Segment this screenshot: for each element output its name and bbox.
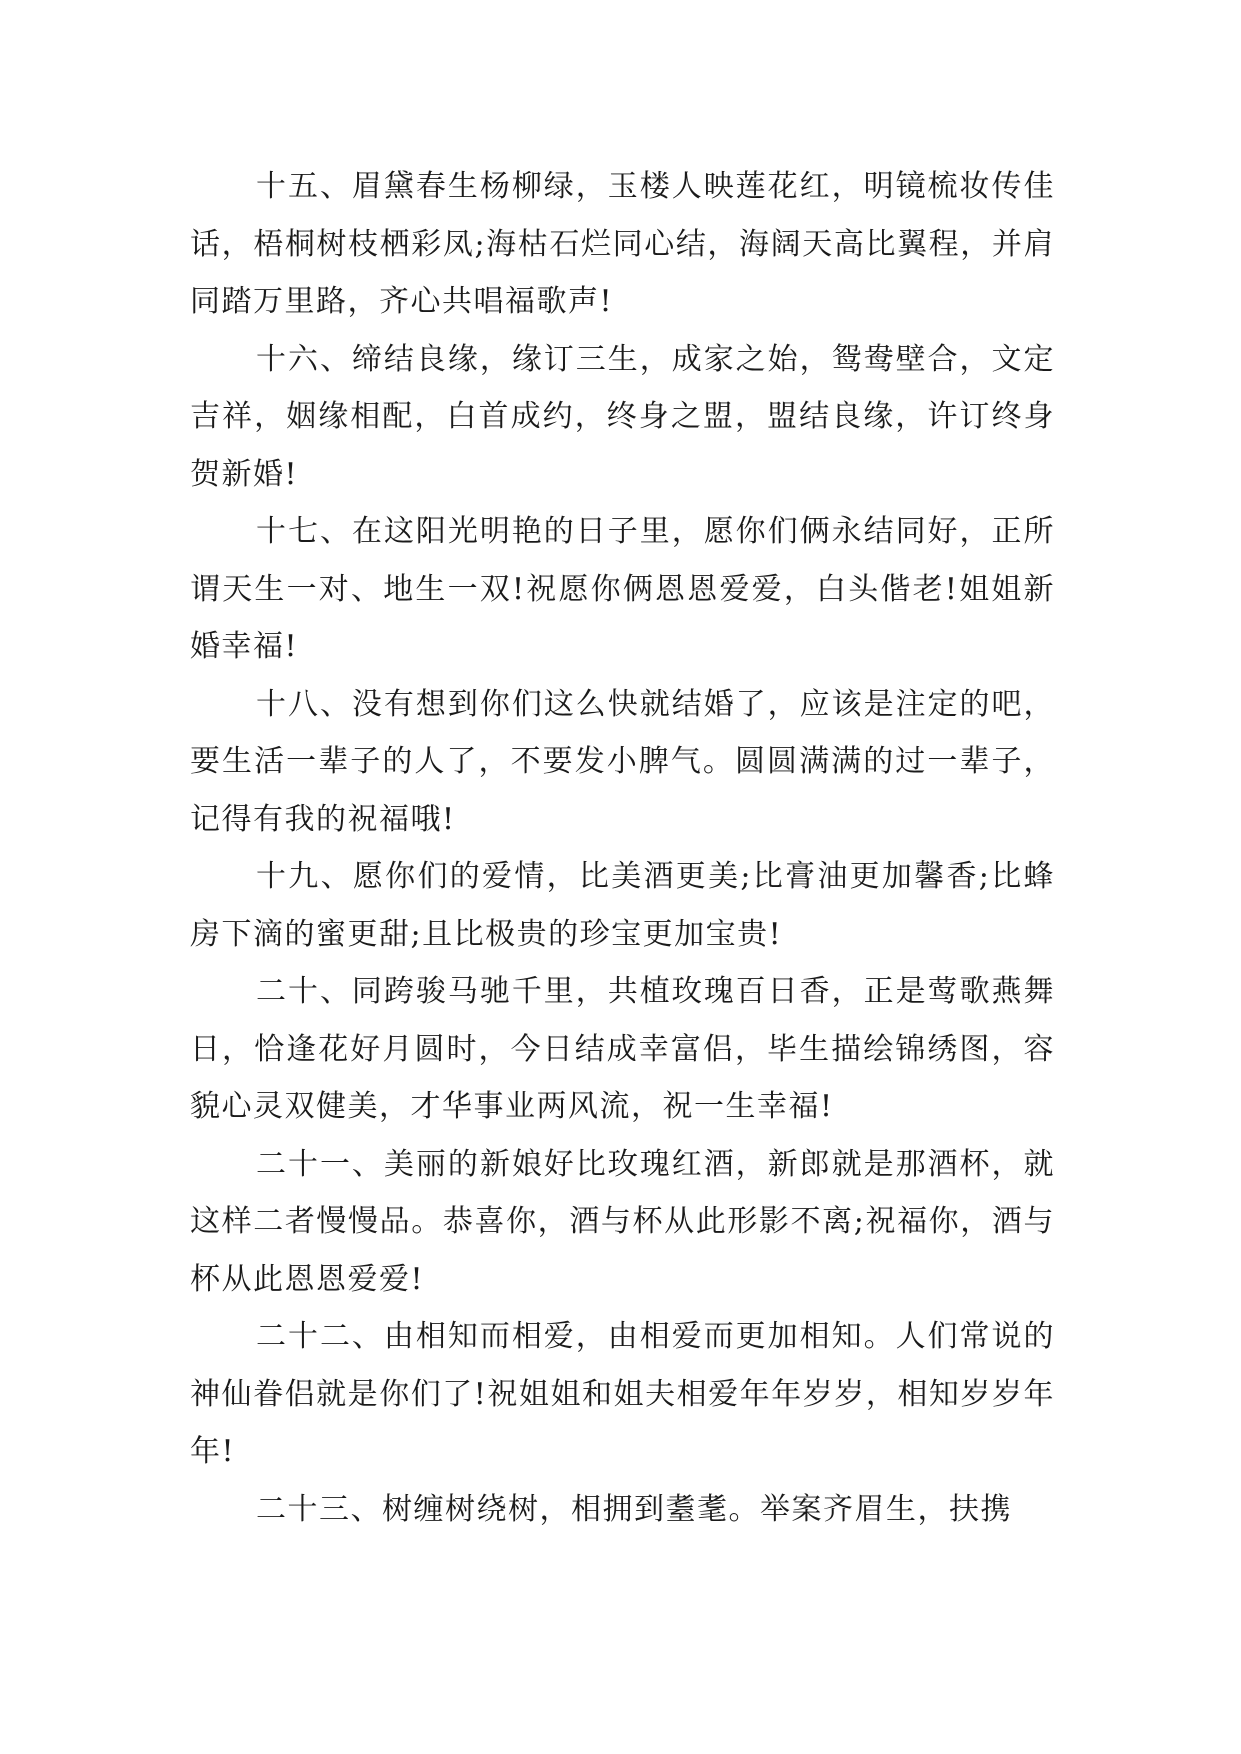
paragraph-16: 十六、缔结良缘，缘订三生，成家之始，鸳鸯壁合，文定吉祥，姻缘相配，白首成约，终身之盟，盟结良缘，许订终身贺新婚! xyxy=(190,341,1055,492)
paragraph-22: 二十二、由相知而相爱，由相爱而更加相知。人们常说的神仙眷侣就是你们了!祝姐姐和姐夫相爱年年岁岁，相知岁岁年年! xyxy=(190,1319,1055,1469)
paragraph-15: 十五、眉黛春生杨柳绿，玉楼人映莲花红，明镜梳妆传佳话，梧桐树枝栖彩凤;海枯石烂同心结，海阔天高比翼程，并肩同踏万里路，齐心共唱福歌声! xyxy=(190,169,1055,319)
paragraph-19: 十九、愿你们的爱情，比美酒更美;比膏油更加馨香;比蜂房下滴的蜜更甜;且比极贵的珍宝更加宝贵! xyxy=(190,859,1055,952)
paragraph-23: 二十三、树缠树绕树，相拥到耋耄。举案齐眉生，扶携 xyxy=(256,1491,1012,1527)
paragraph-21: 二十一、美丽的新娘好比玫瑰红酒，新郎就是那酒杯，就这样二者慢慢品。恭喜你，酒与杯从此形影不离;祝福你，酒与杯从此恩恩爱爱! xyxy=(190,1146,1055,1297)
paragraph-18: 十八、没有想到你们这么快就结婚了，应该是注定的吧，要生活一辈子的人了，不要发小脾气。圆圆满满的过一辈子，记得有我的祝福哦! xyxy=(190,686,1055,837)
paragraph-17: 十七、在这阳光明艳的日子里，愿你们俩永结同好，正所谓天生一对、地生一双!祝愿你俩恩恩爱爱，白头偕老!姐姐新婚幸福! xyxy=(190,514,1055,664)
paragraph-20: 二十、同跨骏马驰千里，共植玫瑰百日香，正是莺歌燕舞日，恰逢花好月圆时，今日结成幸富侣，毕生描绘锦绣图，容貌心灵双健美，才华事业两风流，祝一生幸福! xyxy=(190,974,1055,1124)
document-body xyxy=(190,158,1055,1538)
